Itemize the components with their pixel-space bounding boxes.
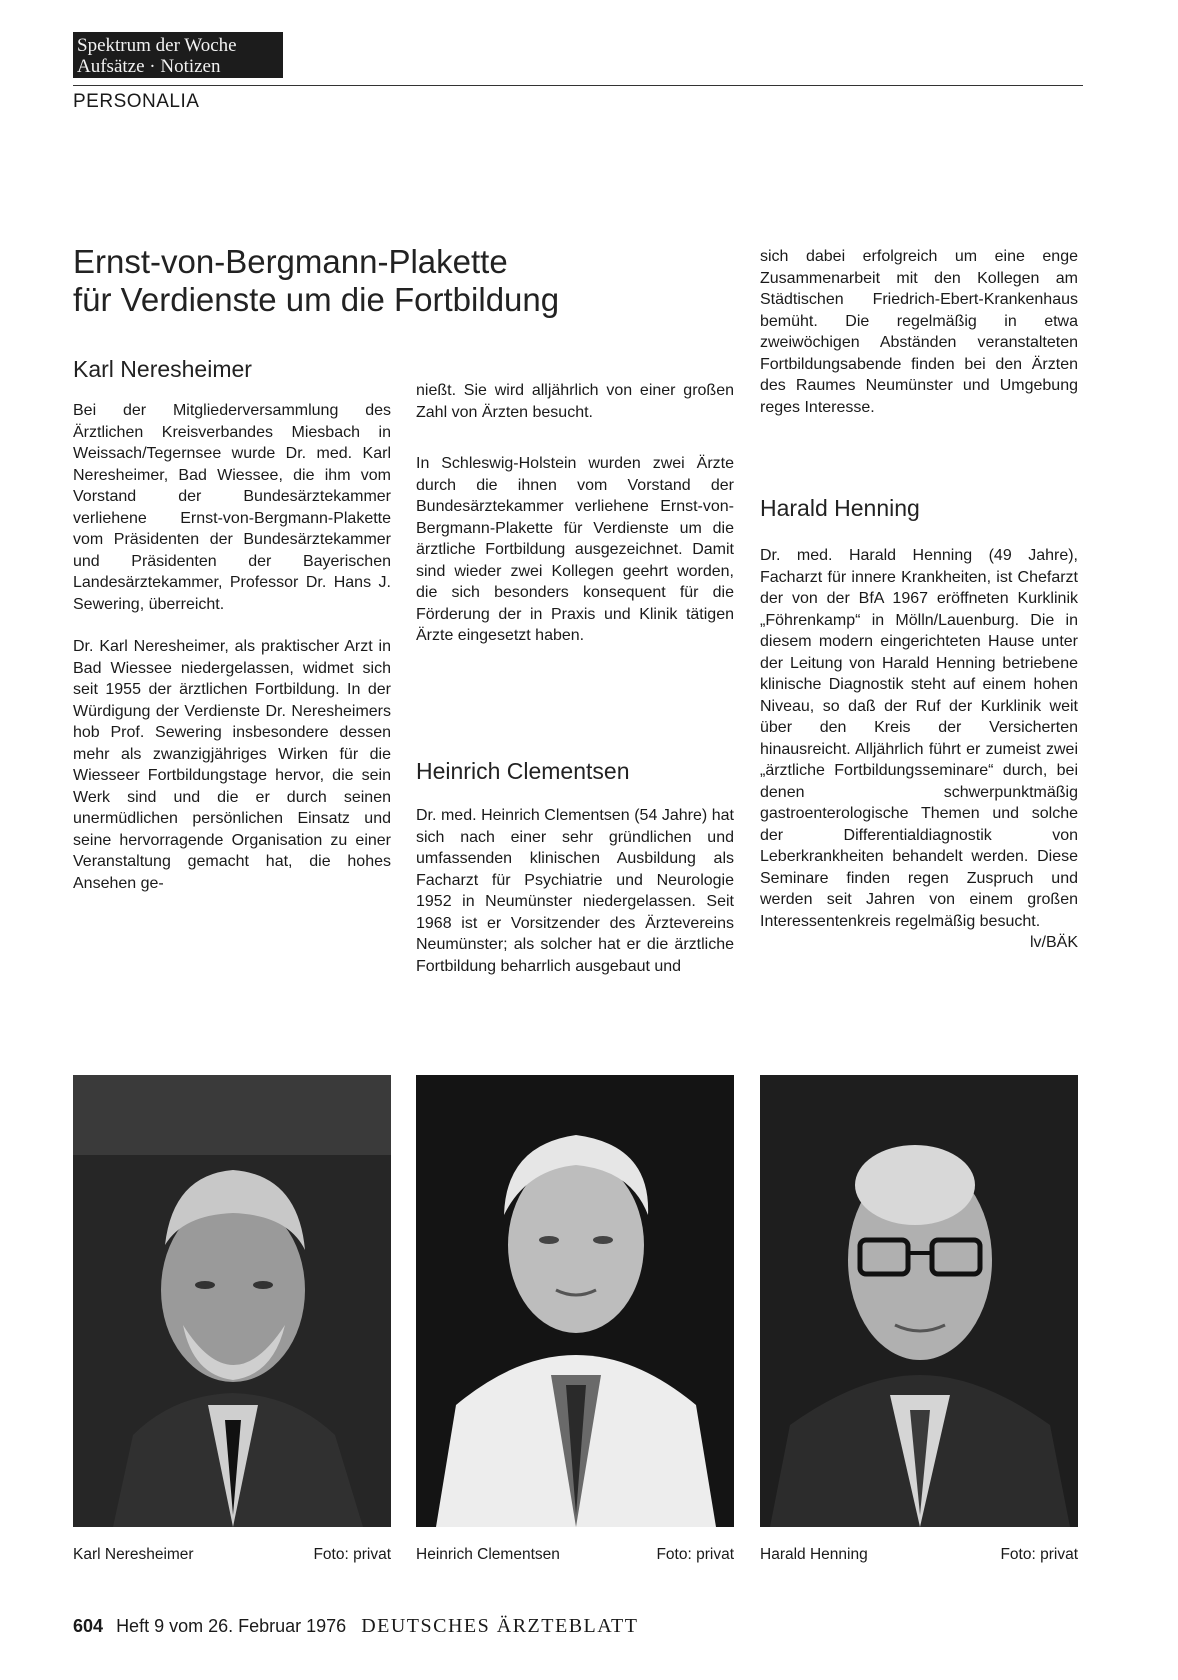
- col2-paragraph-2: In Schleswig-Holstein wurden zwei Ärzte durch die ihnen vom Vorstand der Bundesärztekammer verliehene Ernst-von-Bergmann-Plakette für Verdienste um die ärztliche Fortbildung ausgezeichnet. Damit sind wieder zwei Kollegen geehrt worden, die sich besonders konsequent für die Förderung der in Praxis und Klinik tätigen Ärzte eingesetzt haben.: [416, 455, 734, 644]
- photo-karl-neresheimer: [73, 1075, 391, 1527]
- issue-info: Heft 9 vom 26. Februar 1976: [116, 1616, 347, 1636]
- article-title: [73, 243, 693, 319]
- column-2-top: [416, 380, 734, 647]
- caption-karl-neresheimer: [73, 1546, 391, 1564]
- photo-harald-henning: [760, 1075, 1078, 1527]
- caption-harald-henning: [760, 1546, 1078, 1564]
- magazine-name: DEUTSCHES ÄRZTEBLATT: [361, 1615, 639, 1637]
- title-line-2: für Verdienste um die Fortbildung: [73, 281, 560, 318]
- author-signature: lv/BÄK: [1029, 934, 1078, 951]
- badge-line-1: Spektrum der Woche: [77, 35, 237, 56]
- caption-credit: Foto: privat: [1000, 1546, 1078, 1563]
- column-2-bottom: [416, 805, 734, 977]
- section-badge: [73, 32, 283, 78]
- header-rule: [73, 85, 1083, 86]
- section-label: PERSONALIA: [73, 91, 200, 112]
- caption-name: Heinrich Clementsen: [416, 1546, 560, 1563]
- photo-heinrich-clementsen: [416, 1075, 734, 1527]
- subhead-harald-henning: Harald Henning: [760, 495, 920, 521]
- caption-heinrich-clementsen: [416, 1546, 734, 1564]
- caption-name: Karl Neresheimer: [73, 1546, 194, 1563]
- col2-paragraph-1: nießt. Sie wird alljährlich von einer großen Zahl von Ärzten besucht.: [416, 382, 734, 421]
- caption-credit: Foto: privat: [656, 1546, 734, 1563]
- col1-paragraph-2: Dr. Karl Neresheimer, als praktischer Arzt in Bad Wiessee niedergelassen, widmet sich seit 1955 der ärztlichen Fortbildung. In der Würdigung der Verdienste Dr. Neresheimers hob Prof. Sewering insbesondere dessen mehr als zwanzigjähriges Wirken für die Wiesseer Fortbildungstage hervor, die sein Werk sind und die er durch seinen unermüdlichen persönlichen Einsatz und seine hervorragende Organisation zu einer Veranstaltung gemacht hat, die hohes Ansehen ge-: [73, 638, 391, 892]
- subhead-heinrich-clementsen: Heinrich Clementsen: [416, 758, 630, 784]
- col2-paragraph-3: Dr. med. Heinrich Clementsen (54 Jahre) hat sich nach einer sehr gründlichen und umfassenden klinischen Ausbildung als Facharzt für Psychiatrie und Neurologie 1952 in Neumünster niedergelassen. Seit 1968 ist er Vorsitzender des Ärztevereins Neumünster; als solcher hat er die ärztliche Fortbildung beharrlich ausgebaut und: [416, 807, 734, 975]
- badge-line-2: Aufsätze · Notizen: [77, 56, 221, 77]
- column-3-top: [760, 246, 1078, 418]
- col1-paragraph-1: Bei der Mitgliederversammlung des Ärztlichen Kreisverbandes Miesbach in Weissach/Tegernsee wurde Dr. med. Karl Neresheimer, Bad Wiessee, die ihm vom Vorstand der Bundesärztekammer verliehene Ernst-von-Bergmann-Plakette vom Präsidenten der Bundesärztekammer und Präsidenten der Bayerischen Landesärztekammer, Professor Dr. Hans J. Sewering, überreicht.: [73, 402, 391, 613]
- title-line-1: Ernst-von-Bergmann-Plakette: [73, 243, 508, 280]
- col3-paragraph-2-text: Dr. med. Harald Henning (49 Jahre), Facharzt für innere Krankheiten, ist Chefarzt der von der BfA 1967 eröffneten Kurklinik „Föhrenkamp“ in Mölln/Lauenburg. Die in diesem modern eingerichteten Hause unter der Leitung von Harald Henning betriebene klinische Diagnostik steht auf einem hohen Niveau, so daß der Ruf der Kurklinik weit über den Kreis der Versicherten hinausreicht. Alljährlich führt er zumeist zwei „ärztliche Fortbildungsseminare“ durch, bei denen schwerpunktmäßig gastroenterologische Themen und solche der Differentialdiagnostik von Leberkrankheiten behandelt werden. Diese Seminare finden regen Zuspruch und werden seit Jahren von einem großen Interessentenkreis regelmäßig besucht.: [760, 547, 1078, 930]
- column-1: [73, 400, 391, 894]
- caption-name: Harald Henning: [760, 1546, 868, 1563]
- col3-paragraph-1: sich dabei erfolgreich um eine enge Zusammenarbeit mit den Kollegen am Städtischen Friedrich-Ebert-Krankenhaus bemüht. Die regelmäßig in etwa zweiwöchigen Abständen veranstalteten Fortbildungsabende finden bei den Ärzten des Raumes Neumünster und Umgebung reges Interesse.: [760, 248, 1078, 416]
- page-number: 604: [73, 1616, 104, 1636]
- caption-credit: Foto: privat: [313, 1546, 391, 1563]
- column-3-bottom: [760, 545, 1078, 954]
- page-footer: [73, 1615, 638, 1638]
- col3-paragraph-2: [760, 545, 1078, 951]
- subhead-karl-neresheimer: Karl Neresheimer: [73, 356, 252, 382]
